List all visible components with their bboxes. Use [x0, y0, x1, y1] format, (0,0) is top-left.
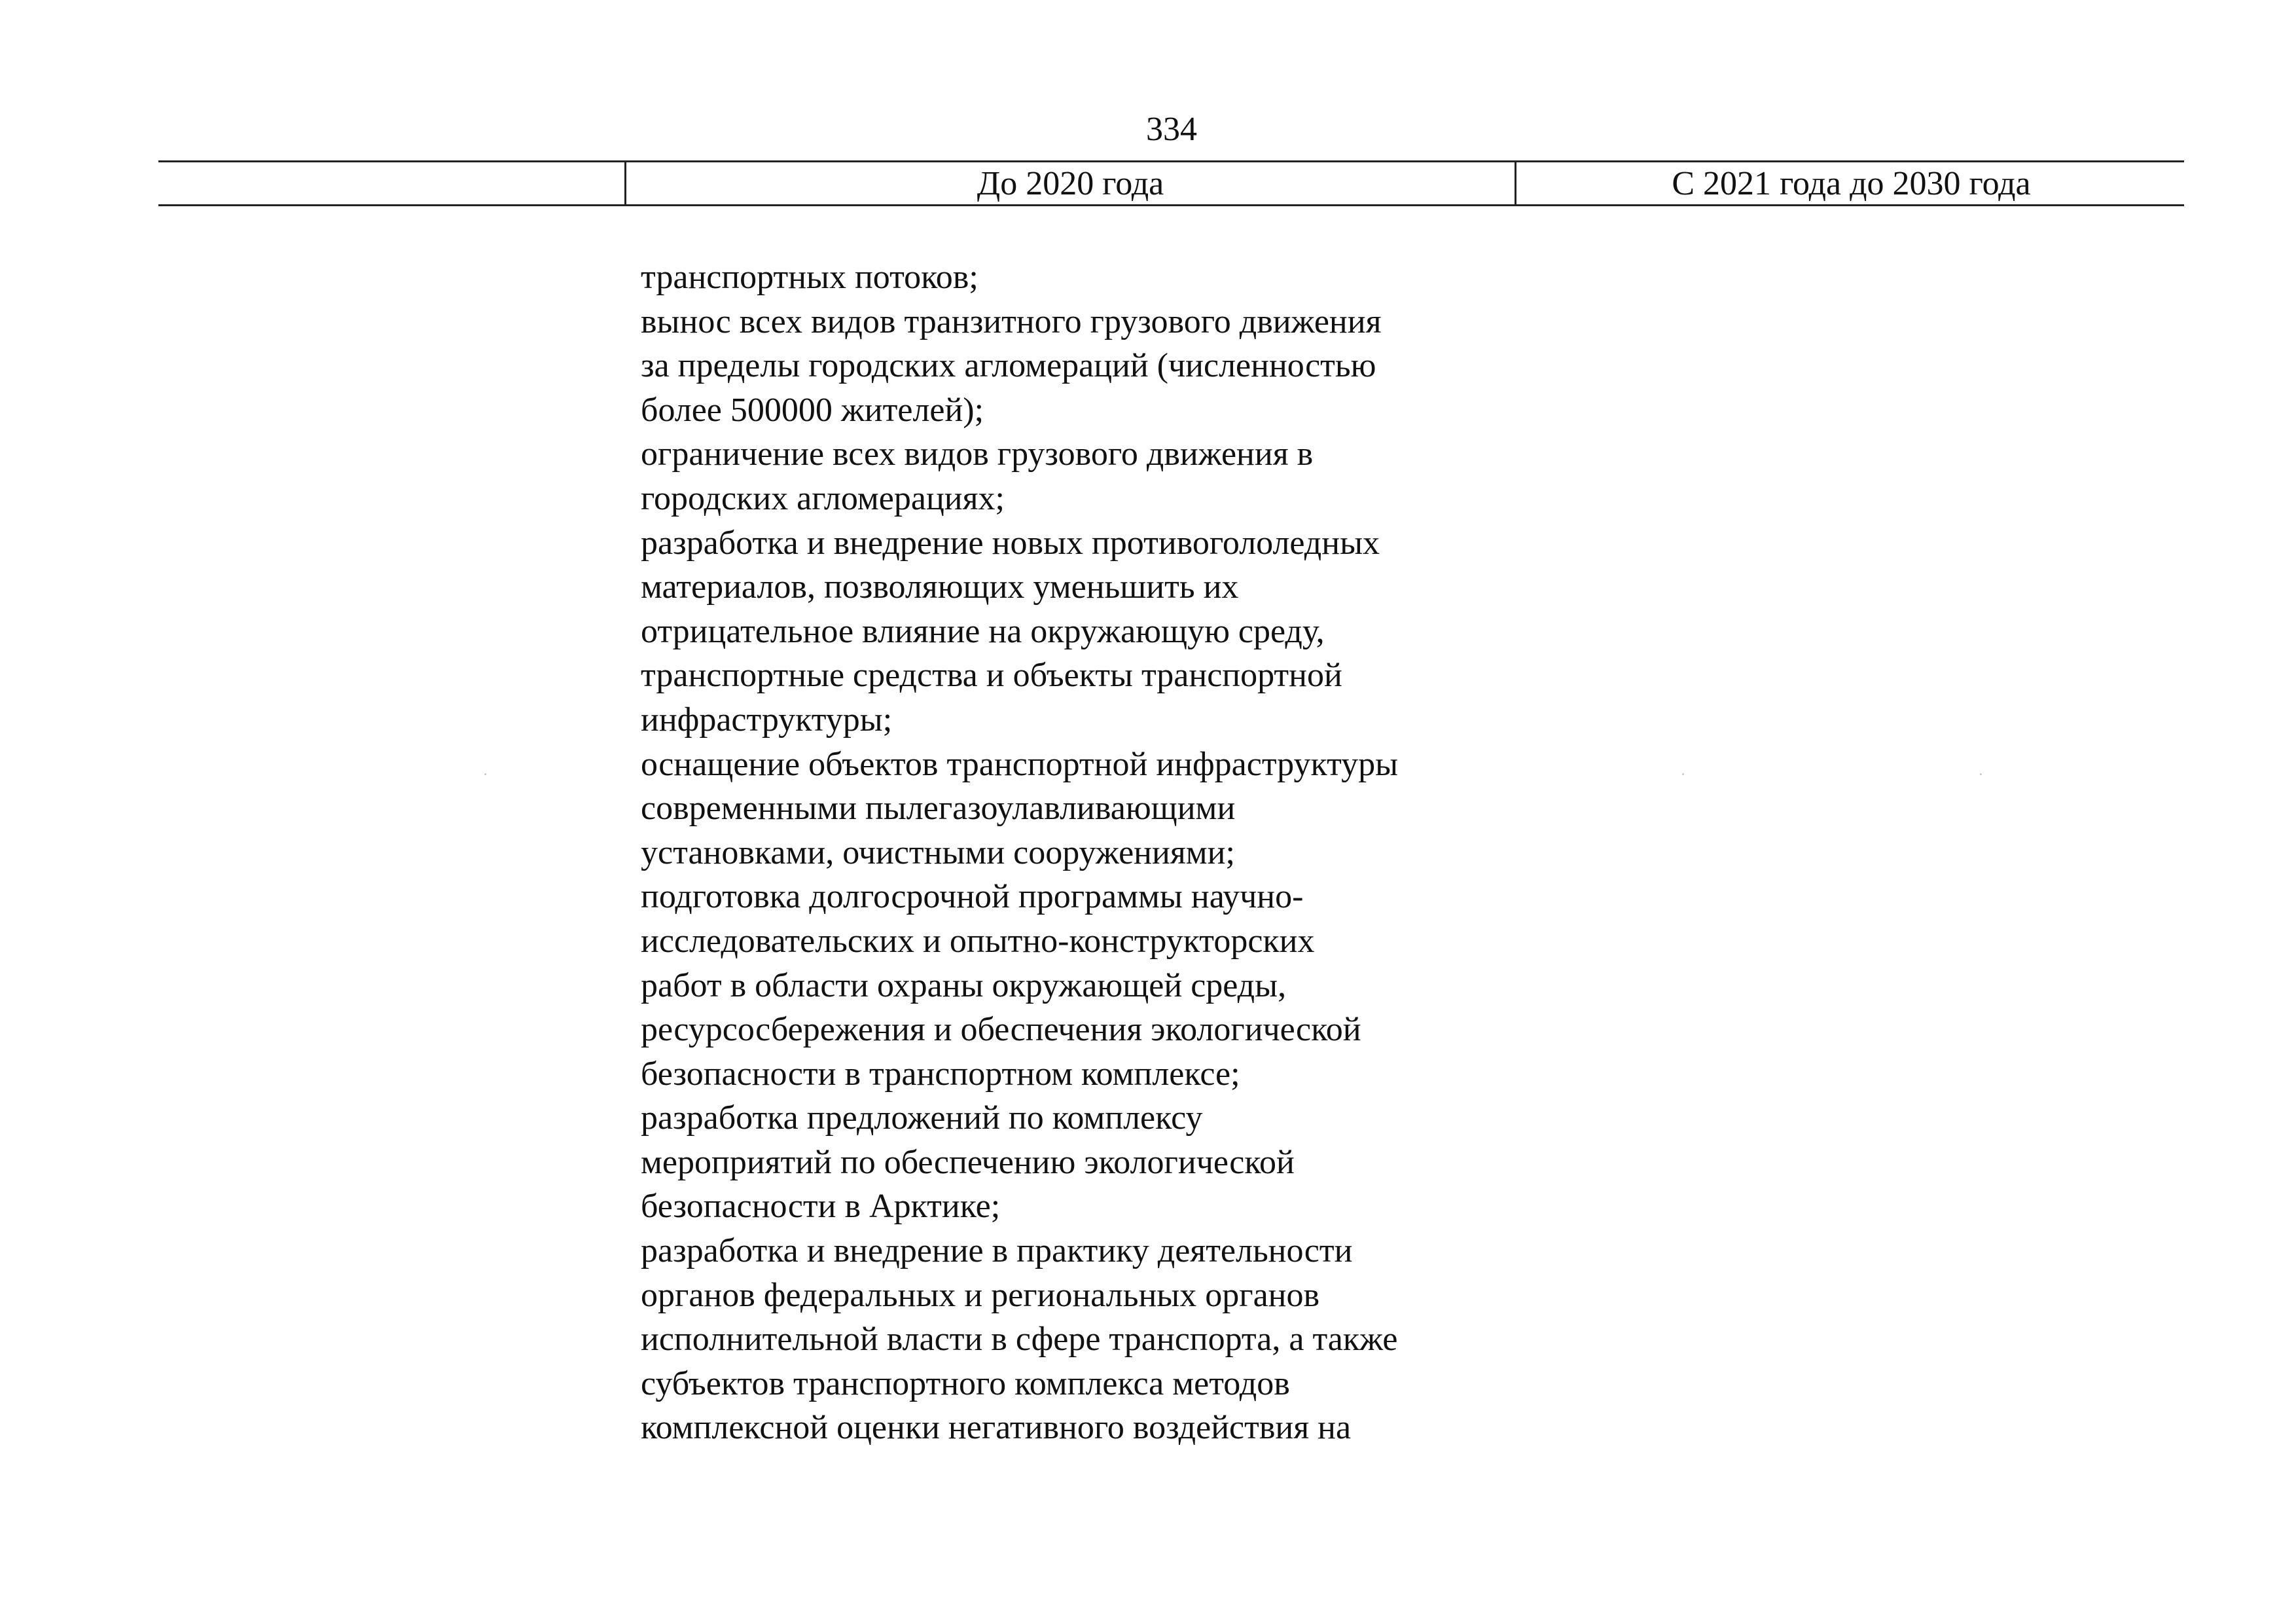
text-line: инфраструктуры; — [641, 701, 893, 739]
text-line: комплексной оценки негативного воздействия на — [641, 1409, 1352, 1447]
measures-text-column — [641, 255, 1557, 1450]
text-line: вынос всех видов транзитного грузового движения — [641, 302, 1382, 340]
text-line: установками, очистными сооружениями; — [641, 833, 1235, 871]
text-line: безопасности в транспортном комплексе; — [641, 1055, 1240, 1093]
text-line: городских агломерациях; — [641, 479, 1005, 517]
header-cell-2021-2030: С 2021 года до 2030 года — [1515, 162, 2186, 204]
text-line: за пределы городских агломераций (численностью — [641, 347, 1376, 385]
header-cell-until-2020: До 2020 года — [624, 162, 1515, 204]
text-line: оснащение объектов транспортной инфраструктуры — [641, 745, 1399, 783]
text-line: исследовательских и опытно-конструкторских — [641, 922, 1315, 960]
scan-speck — [484, 773, 486, 775]
header-cell-empty — [158, 162, 624, 204]
text-line: органов федеральных и региональных органов — [641, 1276, 1320, 1314]
text-line: безопасности в Арктике; — [641, 1188, 1001, 1226]
text-line: более 500000 жителей); — [641, 391, 984, 429]
text-line: мероприятий по обеспечению экологической — [641, 1143, 1295, 1181]
text-line: транспортных потоков; — [641, 259, 978, 296]
text-line: современными пылегазоулавливающими — [641, 790, 1236, 828]
text-line: материалов, позволяющих уменьшить их — [641, 568, 1239, 606]
text-line: подготовка долгосрочной программы научно- — [641, 878, 1304, 916]
text-line: отрицательное влияние на окружающую среду, — [641, 612, 1325, 650]
text-line: ресурсосбережения и обеспечения экологической — [641, 1011, 1361, 1049]
text-line: разработка и внедрение в практику деятельности — [641, 1232, 1353, 1270]
table-header — [158, 160, 2184, 206]
scan-speck — [1682, 773, 1684, 775]
text-line: ограничение всех видов грузового движения в — [641, 435, 1314, 473]
text-line: исполнительной власти в сфере транспорта, а также — [641, 1321, 1398, 1359]
text-line: транспортные средства и объекты транспортной — [641, 657, 1342, 695]
page-number: 334 — [1146, 111, 1197, 148]
scan-speck — [1980, 773, 1982, 775]
text-line: разработка и внедрение новых противогололедных — [641, 524, 1380, 562]
text-line: работ в области охраны окружающей среды, — [641, 966, 1287, 1004]
text-line: разработка предложений по комплексу — [641, 1099, 1203, 1137]
text-line: субъектов транспортного комплекса методов — [641, 1364, 1290, 1402]
